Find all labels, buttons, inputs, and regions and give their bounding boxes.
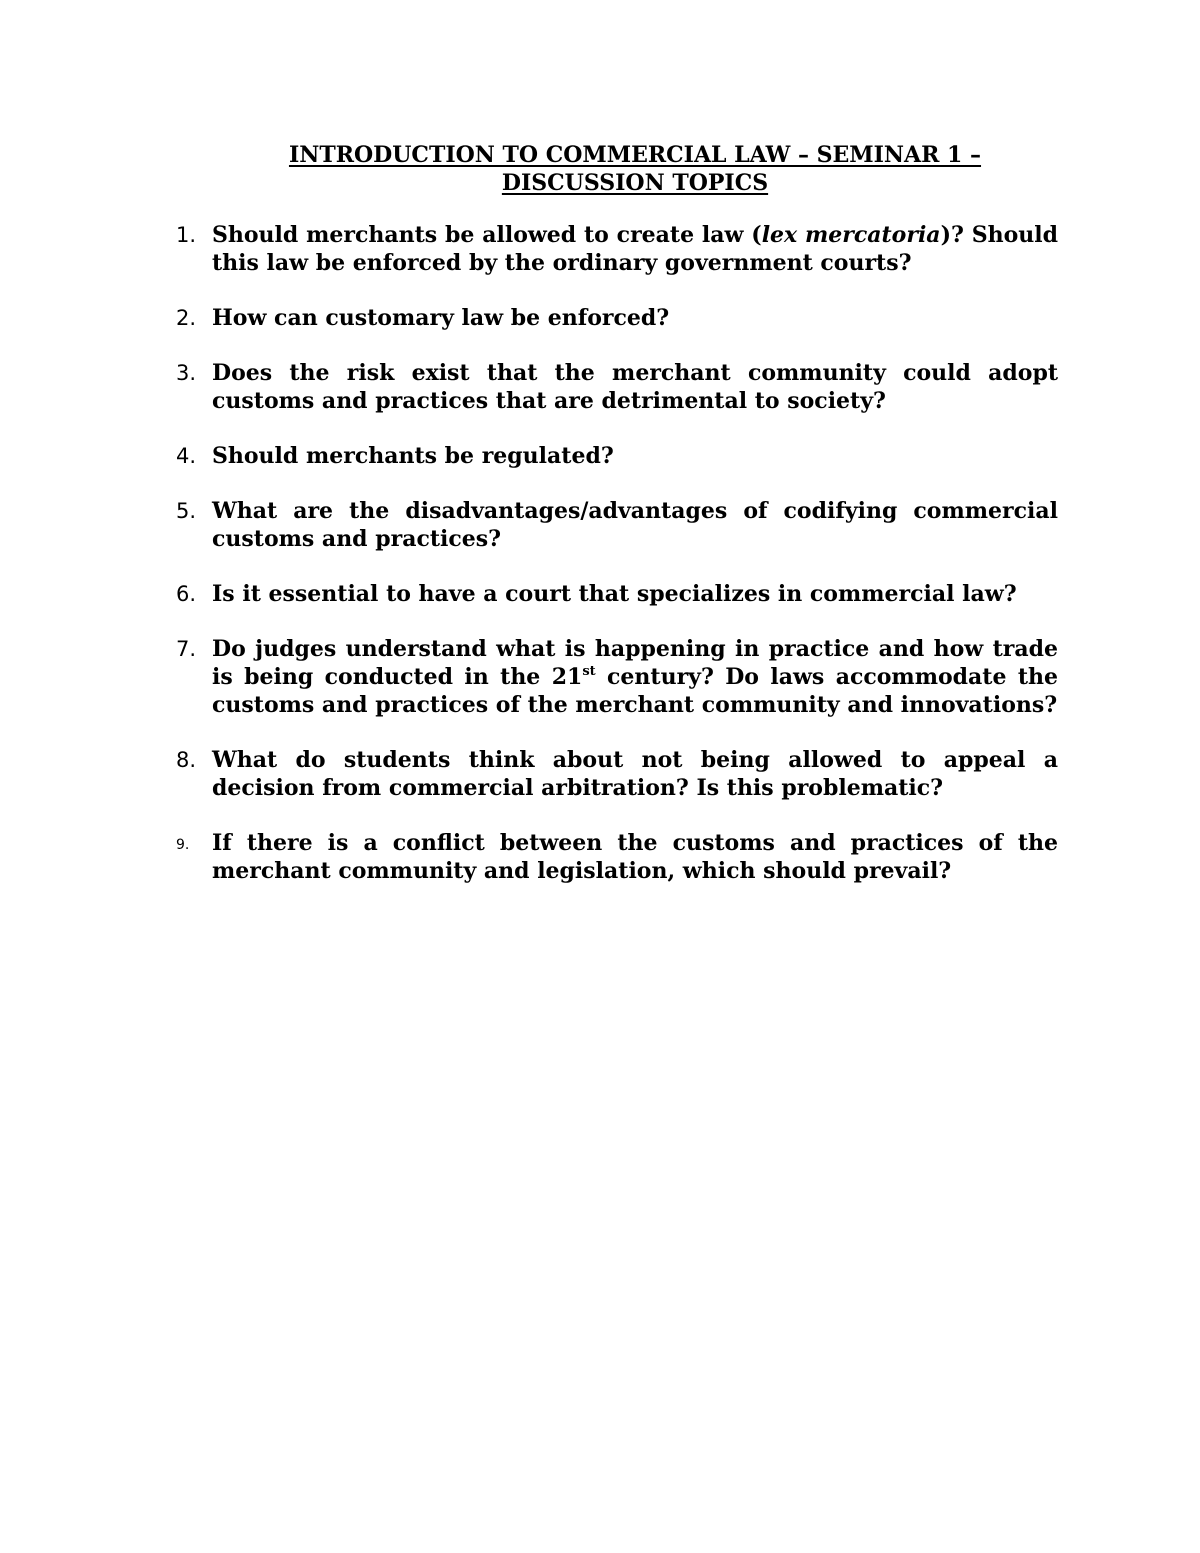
topic-text: If there is a conflict between the customs and practices of the merchant community and legislation, which should prevail? (212, 830, 1058, 884)
topic-text-part: Should merchants be allowed to create law ( (212, 222, 762, 248)
topic-text (212, 635, 1058, 719)
topic-text: Should merchants be regulated? (212, 443, 614, 469)
topic-text-part: Do judges understand what is happening in practice and how trade is being conducted in the 21 (212, 636, 1058, 690)
topic-number: 9. (176, 837, 190, 853)
topic-item-8 (0, 746, 1200, 802)
title-line-2: DISCUSSION TOPICS (501, 170, 769, 196)
topic-item-7 (0, 635, 1200, 719)
topic-text: What do students think about not being allowed to appeal a decision from commercial arbitration? Is this problematic? (212, 747, 1058, 801)
topic-number: 1. (176, 223, 197, 247)
topic-number: 2. (176, 306, 197, 330)
topic-number: 4. (176, 444, 197, 468)
topic-item-2 (0, 304, 1200, 332)
ordinal-superscript: st (582, 664, 596, 679)
topic-text: Is it essential to have a court that specializes in commercial law? (212, 581, 1017, 607)
title-line-1: INTRODUCTION TO COMMERCIAL LAW – SEMINAR 1 – (288, 142, 982, 168)
topic-item-1 (0, 221, 1200, 277)
topic-text (212, 221, 1058, 277)
topic-text: What are the disadvantages/advantages of codifying commercial customs and practices? (212, 498, 1058, 552)
topic-text-part: century? Do laws accommodate the customs and practices of the merchant community and innovations? (212, 664, 1058, 718)
topic-item-3 (0, 359, 1200, 415)
document-title (212, 141, 1058, 197)
topic-number: 5. (176, 499, 197, 523)
topic-text: Does the risk exist that the merchant community could adopt customs and practices that are detrimental to society? (212, 360, 1058, 414)
discussion-topics-list (0, 221, 1200, 912)
topic-number: 7. (176, 637, 197, 661)
topic-item-9 (0, 829, 1200, 885)
topic-number: 6. (176, 582, 197, 606)
topic-text-italic: lex mercatoria (761, 222, 941, 248)
topic-item-6 (0, 580, 1200, 608)
topic-item-4 (0, 442, 1200, 470)
topic-number: 3. (176, 361, 197, 385)
topic-number: 8. (176, 748, 197, 772)
topic-item-5 (0, 497, 1200, 553)
topic-text-part: )? Should this law be enforced by the ordinary government courts? (212, 222, 1058, 276)
topic-text: How can customary law be enforced? (212, 305, 670, 331)
